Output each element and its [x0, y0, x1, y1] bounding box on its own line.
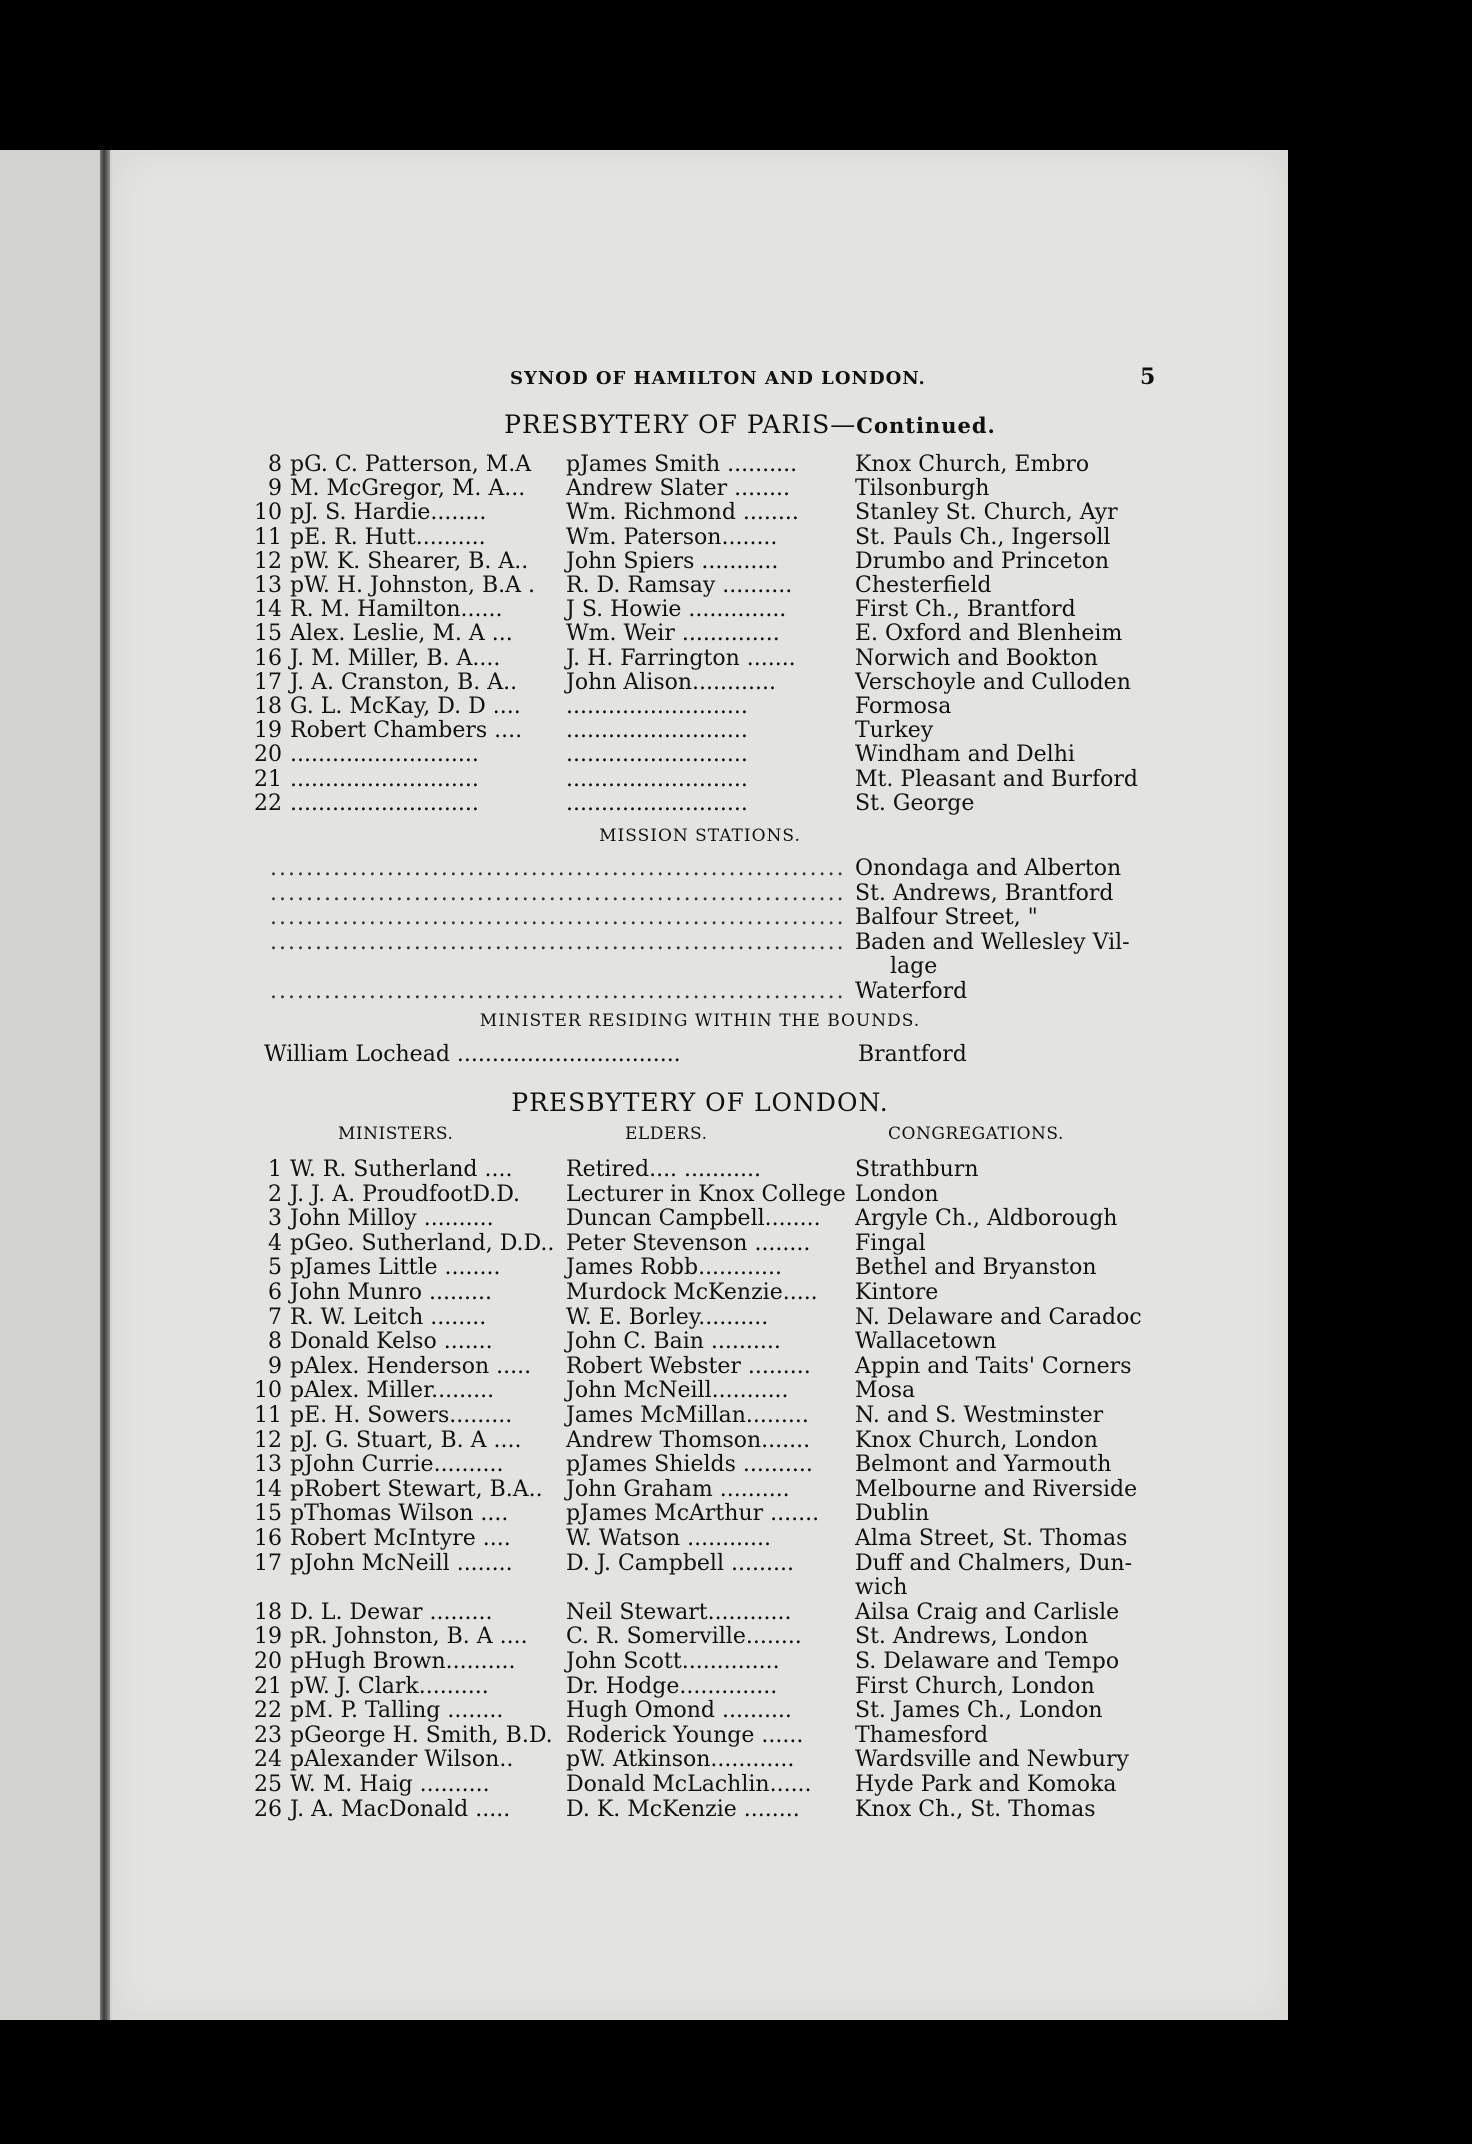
paris-heading [300, 410, 1200, 439]
minister-name: R. W. Leitch ........ [290, 1304, 487, 1330]
elder-name: John Graham .......... [566, 1476, 790, 1502]
minister-name: R. M. Hamilton...... [290, 597, 503, 623]
elder-name: Robert Webster ......... [566, 1353, 811, 1379]
minister-name: Robert McIntyre .... [290, 1526, 511, 1551]
row-number: 19 [254, 1624, 282, 1650]
minister-name: pE. H. Sowers......... [290, 1403, 513, 1428]
congregation-name: Ailsa Craig and Carlisle [855, 1599, 1120, 1625]
row-number: 14 [254, 1476, 282, 1502]
row-number: 13 [254, 1452, 282, 1478]
minister-name: ........................... [290, 766, 479, 792]
minister-name: pGeo. Sutherland, D.D.. [290, 1230, 555, 1256]
congregation-name: Mt. Pleasant and Burford [855, 766, 1138, 792]
minister-name: pW. J. Clark.......... [290, 1673, 489, 1699]
elder-name: Dr. Hodge.............. [566, 1673, 778, 1699]
congregation-name: wich [855, 1575, 908, 1601]
row-number: 13 [254, 573, 282, 598]
congregation-name: Verschoyle and Culloden [855, 669, 1131, 695]
row-number: 18 [254, 694, 282, 719]
elder-name: James McMillan......... [566, 1403, 809, 1428]
row-number: 21 [254, 766, 282, 792]
minister-name: pJ. S. Hardie........ [290, 500, 487, 526]
congregation-name: St. James Ch., London [855, 1698, 1103, 1724]
congregation-name: Hyde Park and Komoka [855, 1772, 1117, 1797]
minister-name: pE. R. Hutt.......... [290, 524, 486, 550]
row-number: 18 [254, 1599, 282, 1625]
minister-name: ........................... [290, 790, 479, 816]
row-number: 9 [268, 476, 282, 502]
elder-name: pJames Shields .......... [566, 1452, 813, 1478]
row-number: 1 [268, 1157, 282, 1182]
elder-name: Hugh Omond .......... [566, 1698, 792, 1724]
congregation-name: S. Delaware and Tempo [855, 1649, 1120, 1674]
elder-name: John McNeill........... [566, 1378, 789, 1404]
elder-name: .......................... [566, 790, 748, 816]
congregation-name: Knox Ch., St. Thomas [855, 1796, 1096, 1822]
congregation-name: N. Delaware and Caradoc [855, 1304, 1142, 1330]
row-number: 8 [268, 452, 282, 477]
minister-name: pW. H. Johnston, B.A . [290, 573, 535, 598]
leader-dots: ................................................................ [270, 880, 846, 906]
congregation-name: E. Oxford and Blenheim [855, 621, 1123, 647]
row-number: 6 [268, 1280, 282, 1305]
facing-page-edge [0, 150, 112, 2020]
elder-name: pJames McArthur ....... [566, 1501, 820, 1527]
minister-name: pG. C. Patterson, M.A [290, 452, 532, 477]
leader-dots: ................................................................ [270, 856, 846, 881]
leader-dots: ................................................................ [270, 905, 846, 930]
mission-heading: MISSION STATIONS. [599, 826, 801, 846]
elder-name: John Scott.............. [566, 1649, 780, 1674]
minister-name: pM. P. Talling ........ [290, 1698, 504, 1724]
congregation-name: Argyle Ch., Aldborough [855, 1206, 1118, 1232]
elder-name: .......................... [566, 718, 748, 744]
elder-name: Wm. Weir .............. [566, 621, 780, 647]
minister-name: J. A. MacDonald ..... [290, 1796, 511, 1822]
col-elders: ELDERS. [625, 1124, 708, 1144]
minister-name: G. L. McKay, D. D .... [290, 694, 521, 719]
row-number: 3 [268, 1206, 282, 1232]
row-number: 8 [268, 1329, 282, 1355]
row-number: 16 [254, 645, 282, 671]
congregation-name: Duff and Chalmers, Dun- [855, 1550, 1133, 1576]
row-number: 25 [254, 1772, 282, 1797]
congregation-name: St. Pauls Ch., Ingersoll [855, 524, 1111, 550]
congregation-name: Drumbo and Princeton [855, 548, 1109, 574]
elder-name: W. E. Borley.......... [566, 1304, 769, 1330]
elder-name: Wm. Richmond ........ [566, 500, 799, 526]
elder-name: .......................... [566, 766, 748, 792]
page-number: 5 [1140, 364, 1156, 390]
mission-station-name: Balfour Street, " [855, 905, 1038, 930]
congregation-name: Wallacetown [855, 1329, 997, 1355]
elder-name: pJames Smith .......... [566, 452, 798, 477]
row-number: 23 [254, 1722, 282, 1748]
row-number: 11 [254, 524, 282, 550]
elder-name: Peter Stevenson ........ [566, 1230, 811, 1256]
minister-name: pJames Little ........ [290, 1255, 501, 1281]
row-number: 26 [254, 1796, 282, 1822]
minister-name: J. A. Cranston, B. A.. [290, 669, 518, 695]
congregation-name: Tilsonburgh [855, 476, 990, 502]
minister-name: J. M. Miller, B. A.... [290, 645, 501, 671]
minister-name: pAlexander Wilson.. [290, 1747, 514, 1773]
minister-name: pRobert Stewart, B.A.. [290, 1476, 543, 1502]
elder-name: .......................... [566, 694, 748, 719]
minister-name: pR. Johnston, B. A .... [290, 1624, 528, 1650]
congregation-name: First Ch., Brantford [855, 597, 1076, 623]
congregation-name: Belmont and Yarmouth [855, 1452, 1112, 1478]
elder-name: Wm. Paterson........ [566, 524, 778, 550]
minister-name: John Milloy .......... [290, 1206, 494, 1232]
row-number: 4 [268, 1230, 282, 1256]
congregation-name: St. Andrews, London [855, 1624, 1089, 1650]
minister-name: Robert Chambers .... [290, 718, 523, 744]
congregation-name: Mosa [855, 1378, 916, 1404]
paris-heading-continued: Continued. [856, 413, 996, 438]
congregation-name: Stanley St. Church, Ayr [855, 500, 1118, 526]
mission-station-name: St. Andrews, Brantford [855, 880, 1114, 906]
minister-name: M. McGregor, M. A... [290, 476, 526, 502]
congregation-name: Fingal [855, 1230, 926, 1256]
minister-name: pJohn McNeill ........ [290, 1550, 513, 1576]
congregation-name: St. George [855, 790, 975, 816]
row-number: 21 [254, 1673, 282, 1699]
minister-name: Alex. Leslie, M. A ... [290, 621, 513, 647]
elder-name: D. K. McKenzie ........ [566, 1796, 800, 1822]
congregation-name: Strathburn [855, 1157, 979, 1182]
row-number: 22 [254, 1698, 282, 1724]
row-number: 20 [254, 742, 282, 768]
elder-name: John Spiers ........... [566, 548, 779, 574]
row-number: 2 [268, 1181, 282, 1207]
resident-place: Brantford [858, 1042, 967, 1067]
col-ministers: MINISTERS. [338, 1124, 454, 1144]
minister-name: pJ. G. Stuart, B. A .... [290, 1427, 522, 1453]
elder-name: Neil Stewart............ [566, 1599, 792, 1625]
congregation-name: London [855, 1181, 939, 1207]
minister-name: pThomas Wilson .... [290, 1501, 509, 1527]
leader-dots: ................................................................ [270, 978, 846, 1004]
minister-name: J. J. A. ProudfootD.D. [290, 1181, 521, 1207]
minister-name: pHugh Brown.......... [290, 1649, 516, 1674]
congregation-name: Formosa [855, 694, 952, 719]
row-number: 5 [268, 1255, 282, 1281]
elder-name: pW. Atkinson............ [566, 1747, 795, 1773]
minister-name: pAlex. Henderson ..... [290, 1353, 532, 1379]
mission-station-name: Onondaga and Alberton [855, 856, 1122, 881]
minister-name: W. R. Sutherland .... [290, 1157, 513, 1182]
page-binding [100, 150, 110, 2020]
mission-station-name: Baden and Wellesley Vil- [855, 929, 1130, 955]
row-number: 15 [254, 1501, 282, 1527]
elder-name: John C. Bain .......... [566, 1329, 781, 1355]
congregation-name: N. and S. Westminster [855, 1403, 1104, 1428]
row-number: 17 [254, 669, 282, 695]
congregation-name: Dublin [855, 1501, 930, 1527]
minister-name: ........................... [290, 742, 479, 768]
row-number: 20 [254, 1649, 282, 1674]
congregation-name: Knox Church, Embro [855, 452, 1090, 477]
row-number: 14 [254, 597, 282, 623]
row-number: 10 [254, 1378, 282, 1404]
elder-name: Andrew Thomson....... [566, 1427, 811, 1453]
minister-name: pJohn Currie.......... [290, 1452, 504, 1478]
resident-heading: MINISTER RESIDING WITHIN THE BOUNDS. [479, 1011, 921, 1031]
congregation-name: First Church, London [855, 1673, 1095, 1699]
elder-name: Murdock McKenzie..... [566, 1280, 818, 1305]
mission-station-name: lage [890, 954, 938, 979]
congregation-name: Bethel and Bryanston [855, 1255, 1097, 1281]
congregation-name: Knox Church, London [855, 1427, 1098, 1453]
congregation-name: Melbourne and Riverside [855, 1476, 1138, 1502]
congregation-name: Windham and Delhi [855, 742, 1075, 768]
elder-name: Roderick Younge ...... [566, 1722, 804, 1748]
row-number: 7 [268, 1304, 282, 1330]
elder-name: Duncan Campbell........ [566, 1206, 821, 1232]
elder-name: Andrew Slater ........ [566, 476, 791, 502]
row-number: 11 [254, 1403, 282, 1428]
minister-name: John Munro ......... [290, 1280, 492, 1305]
elder-name: Lecturer in Knox College [566, 1181, 846, 1207]
row-number: 9 [268, 1353, 282, 1379]
row-number: 17 [254, 1550, 282, 1576]
elder-name: C. R. Somerville........ [566, 1624, 802, 1650]
row-number: 19 [254, 718, 282, 744]
row-number: 12 [254, 1427, 282, 1453]
row-number: 12 [254, 548, 282, 574]
running-head: SYNOD OF HAMILTON AND LONDON. [510, 368, 926, 389]
minister-name: Donald Kelso ....... [290, 1329, 493, 1355]
congregation-name: Thamesford [855, 1722, 989, 1748]
elder-name: J S. Howie .............. [566, 597, 787, 623]
elder-name: W. Watson ............ [566, 1526, 772, 1551]
row-number: 24 [254, 1747, 282, 1773]
elder-name: John Alison............ [566, 669, 776, 695]
minister-name: pW. K. Shearer, B. A.. [290, 548, 529, 574]
elder-name: James Robb............ [566, 1255, 782, 1281]
row-number: 22 [254, 790, 282, 816]
row-number: 10 [254, 500, 282, 526]
row-number: 15 [254, 621, 282, 647]
congregation-name: Alma Street, St. Thomas [855, 1526, 1128, 1551]
minister-name: W. M. Haig .......... [290, 1772, 490, 1797]
mission-station-name: Waterford [855, 978, 968, 1004]
col-congregations: CONGREGATIONS. [888, 1124, 1064, 1144]
congregation-name: Norwich and Bookton [855, 645, 1098, 671]
elder-name: Donald McLachlin...... [566, 1772, 812, 1797]
paris-heading-text: PRESBYTERY OF PARIS— [504, 410, 857, 439]
congregation-name: Wardsville and Newbury [855, 1747, 1129, 1773]
minister-name: D. L. Dewar ......... [290, 1599, 493, 1625]
minister-name: pGeorge H. Smith, B.D. [290, 1722, 553, 1748]
elder-name: J. H. Farrington ....... [566, 645, 796, 671]
minister-name: pAlex. Miller......... [290, 1378, 495, 1404]
resident-name: William Lochead ................................ [264, 1042, 681, 1067]
congregation-name: Appin and Taits' Corners [855, 1353, 1132, 1379]
congregation-name: Chesterfield [855, 573, 992, 598]
london-heading: PRESBYTERY OF LONDON. [511, 1088, 889, 1117]
elder-name: .......................... [566, 742, 748, 768]
congregation-name: Kintore [855, 1280, 939, 1305]
elder-name: Retired.... ........... [566, 1157, 761, 1182]
congregation-name: Turkey [855, 718, 934, 744]
leader-dots: ................................................................ [270, 929, 846, 955]
elder-name: D. J. Campbell ......... [566, 1550, 794, 1576]
row-number: 16 [254, 1526, 282, 1551]
elder-name: R. D. Ramsay .......... [566, 573, 793, 598]
